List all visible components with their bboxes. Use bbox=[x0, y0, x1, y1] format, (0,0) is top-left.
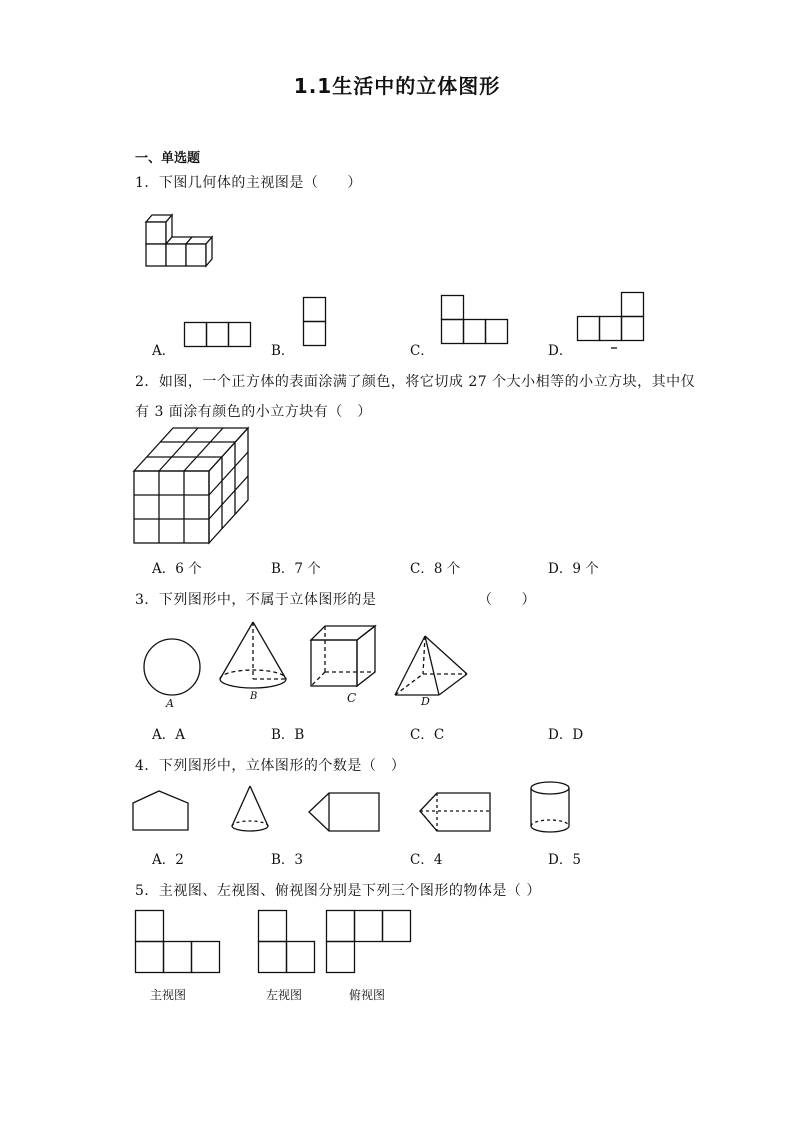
q5-caption-left-view: 左视图 bbox=[266, 988, 303, 1002]
q2-option-b[interactable]: B．7 个 bbox=[271, 561, 321, 577]
question-3-paren: （ ） bbox=[478, 592, 536, 608]
q1-option-c[interactable]: C． bbox=[410, 343, 434, 359]
q3-figure-label-a: A bbox=[166, 697, 174, 710]
q3-option-b[interactable]: B．B bbox=[271, 727, 305, 743]
q3-option-a[interactable]: A．A bbox=[152, 727, 185, 743]
q3-option-c[interactable]: C．C bbox=[410, 727, 445, 743]
question-4-text: 4．下列图形中，立体图形的个数是（ ） bbox=[135, 758, 406, 774]
q1-option-b-figure bbox=[303, 297, 327, 347]
q1-option-c-figure bbox=[441, 295, 511, 345]
q2-option-c[interactable]: C．8 个 bbox=[410, 561, 461, 577]
q1-option-d-figure bbox=[577, 292, 647, 352]
q4-option-a[interactable]: A．2 bbox=[152, 852, 184, 868]
q4-option-b[interactable]: B．3 bbox=[271, 852, 304, 868]
q1-option-a-figure bbox=[184, 322, 252, 348]
q3-figure-label-c: C bbox=[347, 691, 357, 705]
q2-option-d[interactable]: D．9 个 bbox=[548, 561, 599, 577]
q3-figure-label-b: B bbox=[250, 691, 258, 702]
section-heading: 一、单选题 bbox=[135, 151, 201, 166]
q4-figures bbox=[132, 780, 577, 840]
question-5-text: 5．主视图、左视图、俯视图分别是下列三个图形的物体是（ ） bbox=[135, 883, 541, 899]
q5-view-figures bbox=[135, 910, 415, 976]
page-title: 1.1生活中的立体图形 bbox=[293, 74, 501, 98]
question-2-line-1: 2．如图，一个正方体的表面涂满了颜色，将它切成 27 个大小相等的小立方块，其中仅 bbox=[135, 374, 696, 390]
q5-caption-top-view: 俯视图 bbox=[349, 988, 386, 1002]
q3-option-d[interactable]: D．D bbox=[548, 727, 584, 743]
question-2-line-2: 有 3 面涂有颜色的小立方块有（ ） bbox=[135, 404, 372, 420]
q1-option-d[interactable]: D． bbox=[548, 343, 573, 359]
question-1-text: 1．下图几何体的主视图是（ ） bbox=[135, 175, 362, 191]
q4-option-c[interactable]: C．4 bbox=[410, 852, 443, 868]
q1-solid-figure bbox=[140, 210, 220, 270]
question-3-text: 3．下列图形中，不属于立体图形的是 bbox=[135, 592, 377, 608]
q1-option-a[interactable]: A． bbox=[152, 343, 176, 359]
q2-option-a[interactable]: A．6 个 bbox=[152, 561, 202, 577]
q1-option-b[interactable]: B． bbox=[271, 343, 295, 359]
q5-caption-front-view: 主视图 bbox=[150, 988, 187, 1002]
q3-figure-label-d: D bbox=[421, 695, 430, 708]
q4-option-d[interactable]: D．5 bbox=[548, 852, 581, 868]
q2-cube-figure bbox=[131, 428, 253, 548]
